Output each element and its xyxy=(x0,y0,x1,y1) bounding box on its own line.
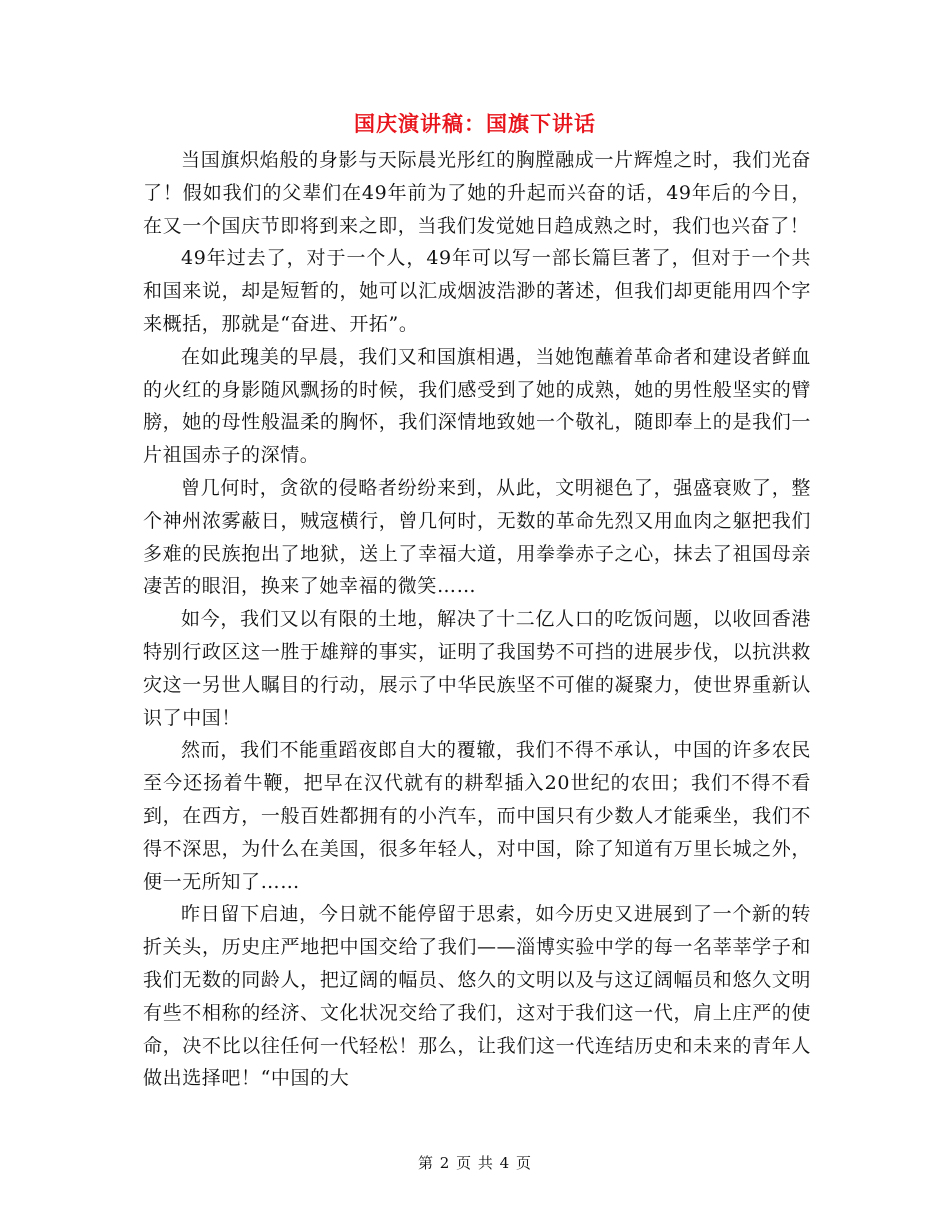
footer-middle: 页 共 xyxy=(456,1154,494,1172)
paragraph-1: 当国旗炽焰般的身影与天际晨光彤红的胸膛融成一片辉煌之时，我们光奋了！假如我们的父辈们在49年前为了她的升起而兴奋的话，49年后的今日，在又一个国庆节即将到来之即，当我们发觉她日趋成熟之时，我们也兴奋了！ xyxy=(143,149,811,237)
paragraph-7: 昨日留下启迪，今日就不能停留于思索，如今历史又进展到了一个新的转折关头，历史庄严地把中国交给了我们——淄博实验中学的每一名莘莘学子和我们无数的同龄人，把辽阔的幅员、悠久的文明以及与这辽阔幅员和悠久文明有些不相称的经济、文化状况交给了我们，这对于我们这一代，肩上庄严的使命，决不比以往任何一代轻松！那么，让我们这一代连结历史和未来的青年人做出选择吧！“中国的大 xyxy=(143,903,811,1090)
paragraph-6: 然而，我们不能重蹈夜郎自大的覆辙，我们不得不承认，中国的许多农民至今还扬着牛鞭，把早在汉代就有的耕犁插入20世纪的农田；我们不得不看到，在西方，一般百姓都拥有的小汽车，而中国只有少数人才能乘坐，我们不得不深思，为什么在美国，很多年轻人，对中国，除了知道有万里长城之外，便一无所知了…… xyxy=(143,739,811,893)
paragraph-3: 在如此瑰美的早晨，我们又和国旗相遇，当她饱蘸着革命者和建设者鲜血的火红的身影随风飘扬的时候，我们感受到了她的成熟，她的男性般坚实的臂膀，她的母性般温柔的胸怀，我们深情地致她一个敬礼，随即奉上的是我们一片祖国赤子的深情。 xyxy=(143,345,811,467)
footer-suffix: 页 xyxy=(516,1154,533,1172)
footer-prefix: 第 xyxy=(417,1154,434,1172)
paragraph-5: 如今，我们又以有限的土地，解决了十二亿人口的吃饭问题，以收回香港特别行政区这一胜于雄辩的事实，证明了我国势不可挡的进展步伐，以抗洪救灾这一另世人瞩目的行动，展示了中华民族坚不可催的凝聚力，使世界重新认识了中国！ xyxy=(143,608,811,729)
page-footer xyxy=(0,1152,950,1174)
paragraph-4: 曾几何时，贪欲的侵略者纷纷来到，从此，文明褪色了，强盛衰败了，整个神州浓雾蔽日，贼寇横行，曾几何时，无数的革命先烈又用血肉之躯把我们多难的民族抱出了地狱，送上了幸福大道，用拳拳赤子之心，抹去了祖国母亲凄苦的眼泪，换来了她幸福的微笑…… xyxy=(143,476,811,598)
document-title: 国庆演讲稿：国旗下讲话 xyxy=(354,111,596,136)
footer-page-number: 2 xyxy=(439,1154,451,1172)
document-body xyxy=(143,144,811,1095)
paragraph-2: 49年过去了，对于一个人，49年可以写一部长篇巨著了，但对于一个共和国来说，却是短暂的，她可以汇成烟波浩渺的著述，但我们却更能用四个字来概括，那就是“奋进、开拓”。 xyxy=(143,247,811,335)
footer-total-pages: 4 xyxy=(499,1154,511,1172)
